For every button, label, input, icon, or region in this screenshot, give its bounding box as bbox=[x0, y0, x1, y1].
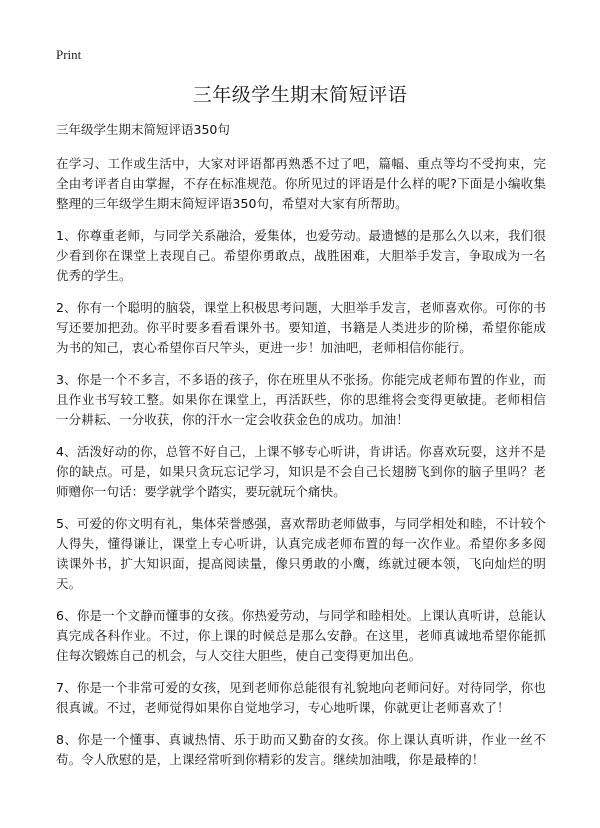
comment-paragraph-7: 7、你是一个非常可爱的女孩，见到老师你总能很有礼貌地向老师问好。对待同学，你也很真诚。不过，老师觉得如果你自觉地学习，专心地听课，你就更让老师喜欢了！ bbox=[56, 680, 546, 715]
comment-paragraph-4: 4、活泼好动的你，总管不好自己，上课不够专心听讲，肯讲话。你喜欢玩耍，这并不是你的缺点。可是，如果只贪玩忘记学习，知识是不会自己长翅膀飞到你的脑子里吗？老师赠你一句话：要学就学个踏实，要玩就玩个痛快。 bbox=[56, 444, 546, 499]
comment-paragraph-2: 2、你有一个聪明的脑袋，课堂上积极思考问题，大胆举手发言，老师喜欢你。可你的书写还要加把劲。你平时要多看看课外书。要知道，书籍是人类进步的阶梯，希望你能成为书的知己，衷心希望你百尺竿头，更进一步！加油吧，老师相信你能行。 bbox=[56, 300, 546, 355]
document-body bbox=[56, 120, 546, 782]
comment-paragraph-3: 3、你是一个不多言，不多语的孩子，你在班里从不张扬。你能完成老师布置的作业，而且作业书写较工整。如果你在课堂上，再活跃些，你的思维将会变得更敏捷。老师相信一分耕耘、一分收获，你的汗水一定会收获金色的成功。加油！ bbox=[56, 372, 546, 427]
intro-paragraph: 在学习、工作或生活中，大家对评语都再熟悉不过了吧，篇幅、重点等均不受拘束，完全由考评者自由掌握，不存在标准规范。你所见过的评语是什么样的呢?下面是小编收集整理的三年级学生期末简短评语350句，希望对大家有所帮助。 bbox=[56, 156, 546, 211]
page-title: 三年级学生期末简短评语 bbox=[192, 84, 408, 106]
print-link[interactable]: Print bbox=[56, 47, 82, 62]
comment-paragraph-8: 8、你是一个懂事、真诚热情、乐于助而又勤奋的女孩。你上课认真听讲，作业一丝不苟。令人欣慰的是，上课经常听到你精彩的发言。继续加油哦，你是最棒的！ bbox=[56, 732, 546, 767]
document-subtitle: 三年级学生期末简短评语350句 bbox=[56, 122, 230, 137]
comment-paragraph-5: 5、可爱的你文明有礼，集体荣誉感强，喜欢帮助老师做事，与同学相处和睦，不计较个人得失，懂得谦让，课堂上专心听讲，认真完成老师布置的每一次作业。希望你多多阅读课外书，扩大知识面，提高阅读量，像只勇敢的小鹰，练就过硬本领，飞向灿烂的明天。 bbox=[56, 516, 546, 591]
comment-paragraph-1: 1、你尊重老师，与同学关系融洽，爱集体，也爱劳动。最遗憾的是那么久以来，我们很少看到你在课堂上表现自己。希望你勇敢点，战胜困难，大胆举手发言，争取成为一名优秀的学生。 bbox=[56, 228, 546, 283]
comment-paragraph-6: 6、你是一个文静而懂事的女孩。你热爱劳动，与同学和睦相处。上课认真听讲，总能认真完成各科作业。不过，你上课的时候总是那么安静。在这里，老师真诚地希望你能抓住每次锻炼自己的机会，与人交往大胆些，使自己变得更加出色。 bbox=[56, 608, 546, 663]
